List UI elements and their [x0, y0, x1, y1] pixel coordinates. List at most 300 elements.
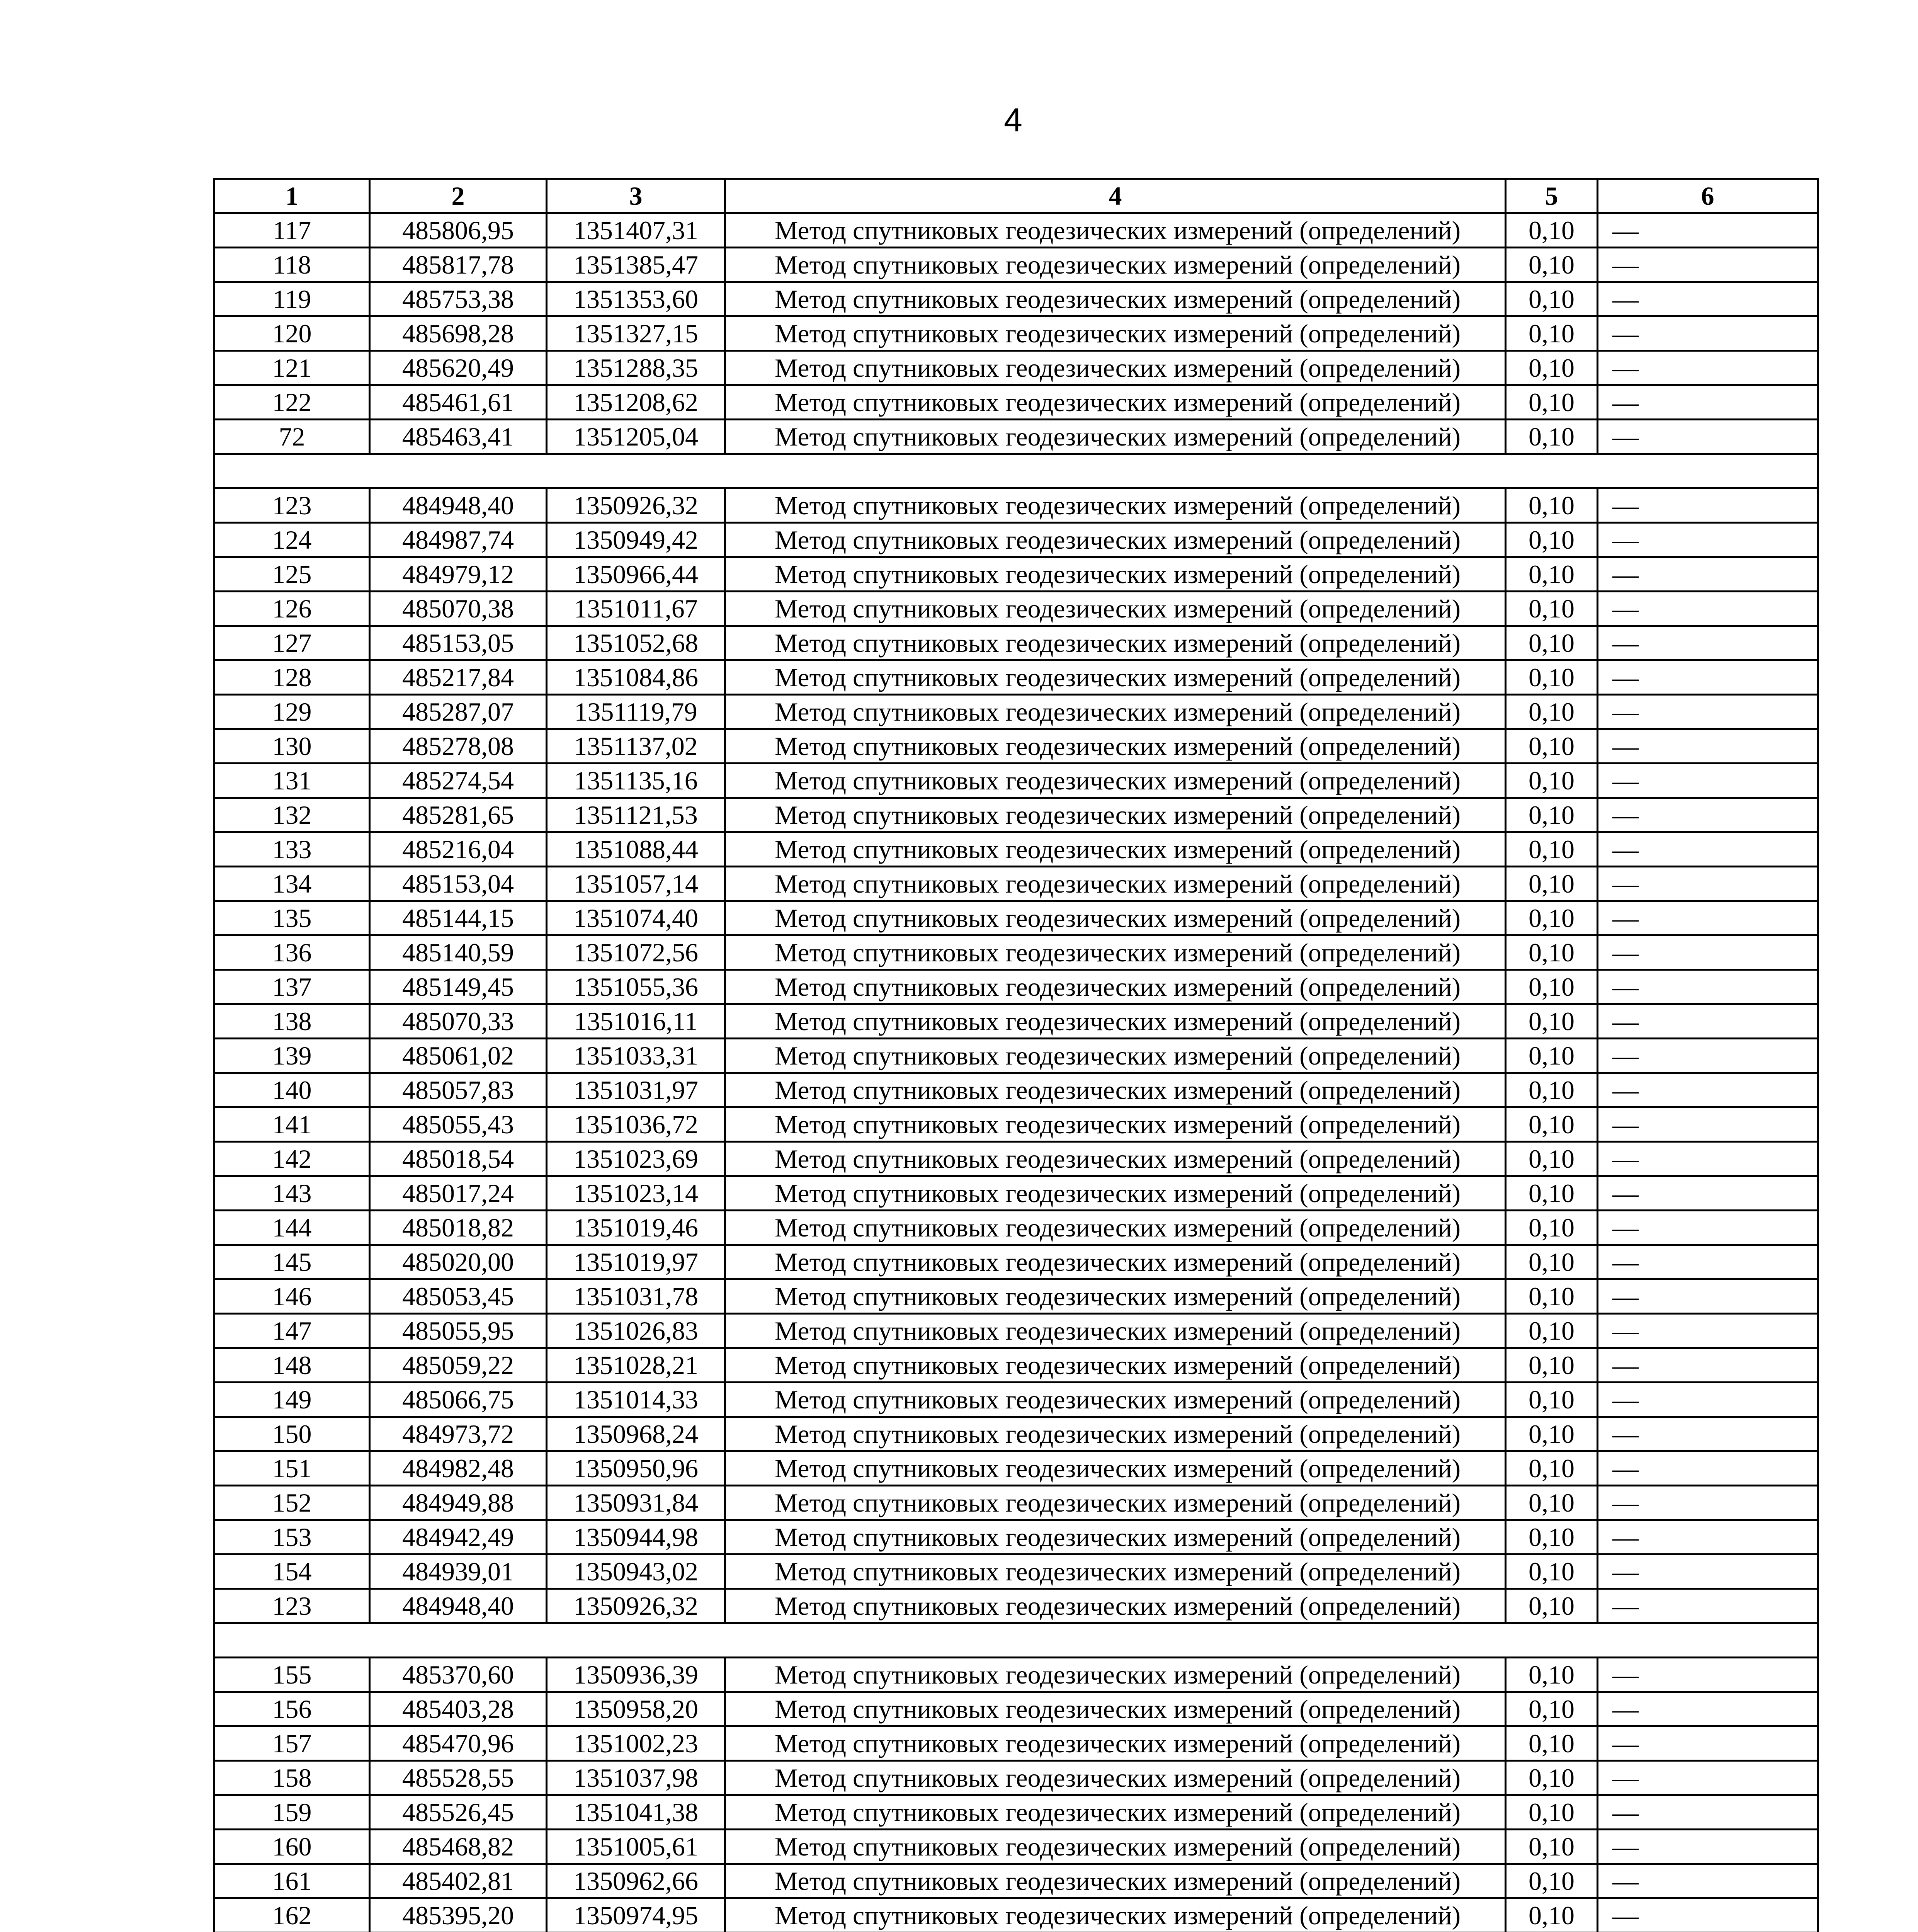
point-number: 161	[214, 1864, 370, 1898]
point-number: 137	[214, 970, 370, 1004]
coord-x: 485526,45	[370, 1795, 547, 1830]
coord-y: 1350966,44	[547, 557, 725, 592]
point-number: 141	[214, 1107, 370, 1142]
point-number: 143	[214, 1176, 370, 1211]
method: Метод спутниковых геодезических измерений (определений)	[725, 901, 1506, 935]
description: —	[1598, 832, 1818, 867]
method: Метод спутниковых геодезических измерений (определений)	[725, 282, 1506, 316]
mean-error: 0,10	[1506, 1486, 1598, 1520]
table-row	[214, 695, 1818, 729]
coord-x: 485698,28	[370, 316, 547, 351]
description: —	[1598, 592, 1818, 626]
description: —	[1598, 1898, 1818, 1932]
mean-error: 0,10	[1506, 1520, 1598, 1554]
method: Метод спутниковых геодезических измерений (определений)	[725, 351, 1506, 385]
point-number: 146	[214, 1279, 370, 1314]
mean-error: 0,10	[1506, 282, 1598, 316]
description: —	[1598, 1486, 1818, 1520]
method: Метод спутниковых геодезических измерений (определений)	[725, 592, 1506, 626]
description: —	[1598, 1004, 1818, 1039]
table-row	[214, 764, 1818, 798]
coord-x: 485470,96	[370, 1726, 547, 1761]
coord-x: 484973,72	[370, 1417, 547, 1451]
description: —	[1598, 1554, 1818, 1589]
table-row	[214, 1417, 1818, 1451]
table-row	[214, 1589, 1818, 1623]
method: Метод спутниковых геодезических измерений (определений)	[725, 213, 1506, 248]
mean-error: 0,10	[1506, 1073, 1598, 1107]
coord-y: 1351288,35	[547, 351, 725, 385]
description: —	[1598, 1692, 1818, 1726]
table-row	[214, 248, 1818, 282]
mean-error: 0,10	[1506, 1142, 1598, 1176]
coord-x: 485061,02	[370, 1039, 547, 1073]
mean-error: 0,10	[1506, 970, 1598, 1004]
coord-x: 485140,59	[370, 935, 547, 970]
table-row	[214, 1245, 1818, 1279]
point-number: 133	[214, 832, 370, 867]
coord-x: 484982,48	[370, 1451, 547, 1486]
point-number: 149	[214, 1383, 370, 1417]
table-row	[214, 1486, 1818, 1520]
coord-y: 1351036,72	[547, 1107, 725, 1142]
coord-x: 485149,45	[370, 970, 547, 1004]
description: —	[1598, 867, 1818, 901]
coord-y: 1351028,21	[547, 1348, 725, 1383]
description: —	[1598, 1176, 1818, 1211]
description: —	[1598, 1864, 1818, 1898]
coord-y: 1350968,24	[547, 1417, 725, 1451]
table-row	[214, 935, 1818, 970]
method: Метод спутниковых геодезических измерений (определений)	[725, 1176, 1506, 1211]
coord-x: 485395,20	[370, 1898, 547, 1932]
method: Метод спутниковых геодезических измерений (определений)	[725, 1589, 1506, 1623]
coord-y: 1350949,42	[547, 523, 725, 557]
point-number: 126	[214, 592, 370, 626]
coord-x: 485806,95	[370, 213, 547, 248]
mean-error: 0,10	[1506, 935, 1598, 970]
header-col-2: 2	[370, 179, 547, 213]
table-row	[214, 626, 1818, 660]
coord-x: 484939,01	[370, 1554, 547, 1589]
table-row	[214, 557, 1818, 592]
method: Метод спутниковых геодезических измерений (определений)	[725, 1417, 1506, 1451]
coord-x: 485463,41	[370, 420, 547, 454]
coord-x: 484987,74	[370, 523, 547, 557]
table-row	[214, 1176, 1818, 1211]
point-number: 153	[214, 1520, 370, 1554]
description: —	[1598, 1279, 1818, 1314]
method: Метод спутниковых геодезических измерений (определений)	[725, 523, 1506, 557]
coord-y: 1350936,39	[547, 1658, 725, 1692]
point-number: 132	[214, 798, 370, 832]
coord-x: 485153,05	[370, 626, 547, 660]
mean-error: 0,10	[1506, 660, 1598, 695]
coord-x: 485620,49	[370, 351, 547, 385]
table-row	[214, 1314, 1818, 1348]
coord-y: 1351084,86	[547, 660, 725, 695]
coord-y: 1351208,62	[547, 385, 725, 420]
point-number: 139	[214, 1039, 370, 1073]
description: —	[1598, 1451, 1818, 1486]
coord-y: 1351407,31	[547, 213, 725, 248]
description: —	[1598, 660, 1818, 695]
description: —	[1598, 1383, 1818, 1417]
coord-y: 1351088,44	[547, 832, 725, 867]
coord-y: 1350944,98	[547, 1520, 725, 1554]
method: Метод спутниковых геодезических измерений (определений)	[725, 1795, 1506, 1830]
description: —	[1598, 420, 1818, 454]
coord-x: 485070,33	[370, 1004, 547, 1039]
table-row	[214, 1830, 1818, 1864]
coord-x: 484979,12	[370, 557, 547, 592]
description: —	[1598, 316, 1818, 351]
coord-x: 484949,88	[370, 1486, 547, 1520]
coord-x: 485053,45	[370, 1279, 547, 1314]
coord-x: 485403,28	[370, 1692, 547, 1726]
mean-error: 0,10	[1506, 1004, 1598, 1039]
point-number: 136	[214, 935, 370, 970]
table-row	[214, 213, 1818, 248]
point-number: 121	[214, 351, 370, 385]
table-row	[214, 282, 1818, 316]
coord-y: 1351135,16	[547, 764, 725, 798]
mean-error: 0,10	[1506, 867, 1598, 901]
coord-x: 485066,75	[370, 1383, 547, 1417]
table-row	[214, 1658, 1818, 1692]
description: —	[1598, 1726, 1818, 1761]
method: Метод спутниковых геодезических измерений (определений)	[725, 1898, 1506, 1932]
table-row	[214, 523, 1818, 557]
coord-x: 484942,49	[370, 1520, 547, 1554]
table-row	[214, 729, 1818, 764]
mean-error: 0,10	[1506, 901, 1598, 935]
mean-error: 0,10	[1506, 729, 1598, 764]
point-number: 127	[214, 626, 370, 660]
mean-error: 0,10	[1506, 1314, 1598, 1348]
mean-error: 0,10	[1506, 1692, 1598, 1726]
method: Метод спутниковых геодезических измерений (определений)	[725, 798, 1506, 832]
description: —	[1598, 523, 1818, 557]
coord-y: 1350962,66	[547, 1864, 725, 1898]
method: Метод спутниковых геодезических измерений (определений)	[725, 1348, 1506, 1383]
table-row	[214, 385, 1818, 420]
mean-error: 0,10	[1506, 1383, 1598, 1417]
mean-error: 0,10	[1506, 557, 1598, 592]
table-row	[214, 488, 1818, 523]
method: Метод спутниковых геодезических измерений (определений)	[725, 248, 1506, 282]
coord-x: 485153,04	[370, 867, 547, 901]
coordinates-table	[213, 178, 1819, 1932]
method: Метод спутниковых геодезических измерений (определений)	[725, 316, 1506, 351]
point-number: 156	[214, 1692, 370, 1726]
point-number: 120	[214, 316, 370, 351]
mean-error: 0,10	[1506, 1761, 1598, 1795]
point-number: 150	[214, 1417, 370, 1451]
coord-y: 1351016,11	[547, 1004, 725, 1039]
table-row	[214, 1520, 1818, 1554]
coord-y: 1351005,61	[547, 1830, 725, 1864]
coordinates-table-body	[214, 213, 1818, 1932]
description: —	[1598, 1314, 1818, 1348]
mean-error: 0,10	[1506, 1245, 1598, 1279]
method: Метод спутниковых геодезических измерений (определений)	[725, 1383, 1506, 1417]
table-row	[214, 1795, 1818, 1830]
table-row	[214, 1383, 1818, 1417]
coord-y: 1351033,31	[547, 1039, 725, 1073]
description: —	[1598, 282, 1818, 316]
mean-error: 0,10	[1506, 523, 1598, 557]
coord-x: 485370,60	[370, 1658, 547, 1692]
table-row	[214, 1348, 1818, 1383]
mean-error: 0,10	[1506, 1211, 1598, 1245]
page-number: 4	[1004, 102, 1022, 139]
point-number: 122	[214, 385, 370, 420]
method: Метод спутниковых геодезических измерений (определений)	[725, 1314, 1506, 1348]
method: Метод спутниковых геодезических измерений (определений)	[725, 488, 1506, 523]
coord-x: 485018,82	[370, 1211, 547, 1245]
header-col-5: 5	[1506, 179, 1598, 213]
mean-error: 0,10	[1506, 1279, 1598, 1314]
mean-error: 0,10	[1506, 1554, 1598, 1589]
coord-y: 1351353,60	[547, 282, 725, 316]
point-number: 154	[214, 1554, 370, 1589]
table-row	[214, 832, 1818, 867]
coord-y: 1351385,47	[547, 248, 725, 282]
point-number: 152	[214, 1486, 370, 1520]
mean-error: 0,10	[1506, 1726, 1598, 1761]
coord-y: 1351041,38	[547, 1795, 725, 1830]
point-number: 118	[214, 248, 370, 282]
method: Метод спутниковых геодезических измерений (определений)	[725, 970, 1506, 1004]
description: —	[1598, 970, 1818, 1004]
coord-y: 1351011,67	[547, 592, 725, 626]
coord-x: 485018,54	[370, 1142, 547, 1176]
description: —	[1598, 626, 1818, 660]
point-number: 158	[214, 1761, 370, 1795]
point-number: 155	[214, 1658, 370, 1692]
table-row	[214, 1692, 1818, 1726]
coord-y: 1350950,96	[547, 1451, 725, 1486]
mean-error: 0,10	[1506, 798, 1598, 832]
table-row	[214, 1107, 1818, 1142]
method: Метод спутниковых геодезических измерений (определений)	[725, 660, 1506, 695]
point-number: 128	[214, 660, 370, 695]
coord-x: 485017,24	[370, 1176, 547, 1211]
method: Метод спутниковых геодезических измерений (определений)	[725, 1073, 1506, 1107]
method: Метод спутниковых геодезических измерений (определений)	[725, 1658, 1506, 1692]
description: —	[1598, 1348, 1818, 1383]
method: Метод спутниковых геодезических измерений (определений)	[725, 1004, 1506, 1039]
method: Метод спутниковых геодезических измерений (определений)	[725, 935, 1506, 970]
method: Метод спутниковых геодезических измерений (определений)	[725, 626, 1506, 660]
table-row	[214, 316, 1818, 351]
description: —	[1598, 729, 1818, 764]
coord-x: 485217,84	[370, 660, 547, 695]
point-number: 159	[214, 1795, 370, 1830]
mean-error: 0,10	[1506, 1864, 1598, 1898]
coord-y: 1350958,20	[547, 1692, 725, 1726]
description: —	[1598, 385, 1818, 420]
point-number: 140	[214, 1073, 370, 1107]
point-number: 160	[214, 1830, 370, 1864]
mean-error: 0,10	[1506, 351, 1598, 385]
table-row	[214, 867, 1818, 901]
method: Метод спутниковых геодезических измерений (определений)	[725, 1692, 1506, 1726]
point-number: 162	[214, 1898, 370, 1932]
table-row	[214, 1864, 1818, 1898]
coord-y: 1351055,36	[547, 970, 725, 1004]
method: Метод спутниковых геодезических измерений (определений)	[725, 1211, 1506, 1245]
point-number: 148	[214, 1348, 370, 1383]
coord-x: 485528,55	[370, 1761, 547, 1795]
description: —	[1598, 798, 1818, 832]
mean-error: 0,10	[1506, 695, 1598, 729]
description: —	[1598, 1245, 1818, 1279]
method: Метод спутниковых геодезических измерений (определений)	[725, 557, 1506, 592]
coord-x: 485057,83	[370, 1073, 547, 1107]
mean-error: 0,10	[1506, 1795, 1598, 1830]
mean-error: 0,10	[1506, 626, 1598, 660]
header-col-3: 3	[547, 179, 725, 213]
point-number: 135	[214, 901, 370, 935]
coord-y: 1350943,02	[547, 1554, 725, 1589]
mean-error: 0,10	[1506, 1451, 1598, 1486]
group-separator-cell	[214, 1623, 1818, 1658]
method: Метод спутниковых геодезических измерений (определений)	[725, 867, 1506, 901]
coord-y: 1351026,83	[547, 1314, 725, 1348]
point-number: 72	[214, 420, 370, 454]
mean-error: 0,10	[1506, 488, 1598, 523]
coord-y: 1351019,46	[547, 1211, 725, 1245]
table-row	[214, 1451, 1818, 1486]
method: Метод спутниковых геодезических измерений (определений)	[725, 420, 1506, 454]
method: Метод спутниковых геодезических измерений (определений)	[725, 1520, 1506, 1554]
method: Метод спутниковых геодезических измерений (определений)	[725, 1279, 1506, 1314]
coord-x: 485402,81	[370, 1864, 547, 1898]
point-number: 157	[214, 1726, 370, 1761]
description: —	[1598, 1417, 1818, 1451]
table-row	[214, 1554, 1818, 1589]
table-row	[214, 420, 1818, 454]
mean-error: 0,10	[1506, 1107, 1598, 1142]
mean-error: 0,10	[1506, 316, 1598, 351]
method: Метод спутниковых геодезических измерений (определений)	[725, 1726, 1506, 1761]
table-row	[214, 1898, 1818, 1932]
description: —	[1598, 764, 1818, 798]
coord-x: 484948,40	[370, 1589, 547, 1623]
table-row	[214, 351, 1818, 385]
coord-x: 485281,65	[370, 798, 547, 832]
description: —	[1598, 1658, 1818, 1692]
method: Метод спутниковых геодезических измерений (определений)	[725, 1451, 1506, 1486]
method: Метод спутниковых геодезических измерений (определений)	[725, 1761, 1506, 1795]
point-number: 142	[214, 1142, 370, 1176]
mean-error: 0,10	[1506, 832, 1598, 867]
description: —	[1598, 488, 1818, 523]
point-number: 134	[214, 867, 370, 901]
table-row	[214, 970, 1818, 1004]
mean-error: 0,10	[1506, 385, 1598, 420]
table-row	[214, 1004, 1818, 1039]
point-number: 124	[214, 523, 370, 557]
description: —	[1598, 557, 1818, 592]
mean-error: 0,10	[1506, 248, 1598, 282]
table-row	[214, 798, 1818, 832]
table-row	[214, 1279, 1818, 1314]
table-row	[214, 1039, 1818, 1073]
method: Метод спутниковых геодезических измерений (определений)	[725, 1039, 1506, 1073]
method: Метод спутниковых геодезических измерений (определений)	[725, 385, 1506, 420]
coord-y: 1351121,53	[547, 798, 725, 832]
description: —	[1598, 1073, 1818, 1107]
header-col-1: 1	[214, 179, 370, 213]
table-row	[214, 1211, 1818, 1245]
coord-x: 485753,38	[370, 282, 547, 316]
mean-error: 0,10	[1506, 1898, 1598, 1932]
description: —	[1598, 1795, 1818, 1830]
coord-y: 1351074,40	[547, 901, 725, 935]
method: Метод спутниковых геодезических измерений (определений)	[725, 729, 1506, 764]
coord-x: 485461,61	[370, 385, 547, 420]
point-number: 123	[214, 1589, 370, 1623]
description: —	[1598, 351, 1818, 385]
coord-y: 1350926,32	[547, 488, 725, 523]
method: Метод спутниковых геодезических измерений (определений)	[725, 1142, 1506, 1176]
coord-x: 485070,38	[370, 592, 547, 626]
mean-error: 0,10	[1506, 1348, 1598, 1383]
group-separator	[214, 1623, 1818, 1658]
mean-error: 0,10	[1506, 1417, 1598, 1451]
mean-error: 0,10	[1506, 420, 1598, 454]
coord-y: 1351002,23	[547, 1726, 725, 1761]
method: Метод спутниковых геодезических измерений (определений)	[725, 832, 1506, 867]
table-row	[214, 1761, 1818, 1795]
mean-error: 0,10	[1506, 1658, 1598, 1692]
coord-x: 485274,54	[370, 764, 547, 798]
point-number: 144	[214, 1211, 370, 1245]
point-number: 147	[214, 1314, 370, 1348]
point-number: 119	[214, 282, 370, 316]
table-row	[214, 592, 1818, 626]
point-number: 123	[214, 488, 370, 523]
group-separator-cell	[214, 454, 1818, 488]
description: —	[1598, 935, 1818, 970]
method: Метод спутниковых геодезических измерений (определений)	[725, 1864, 1506, 1898]
description: —	[1598, 1107, 1818, 1142]
coord-y: 1351023,69	[547, 1142, 725, 1176]
coord-x: 485055,95	[370, 1314, 547, 1348]
column-number-header-row	[214, 179, 1818, 213]
method: Метод спутниковых геодезических измерений (определений)	[725, 695, 1506, 729]
point-number: 138	[214, 1004, 370, 1039]
point-number: 131	[214, 764, 370, 798]
point-number: 151	[214, 1451, 370, 1486]
coord-y: 1351019,97	[547, 1245, 725, 1279]
coord-x: 484948,40	[370, 488, 547, 523]
table-row	[214, 660, 1818, 695]
coord-y: 1351037,98	[547, 1761, 725, 1795]
coord-y: 1351023,14	[547, 1176, 725, 1211]
mean-error: 0,10	[1506, 592, 1598, 626]
coord-x: 485216,04	[370, 832, 547, 867]
point-number: 125	[214, 557, 370, 592]
mean-error: 0,10	[1506, 1176, 1598, 1211]
coord-x: 485468,82	[370, 1830, 547, 1864]
mean-error: 0,10	[1506, 1039, 1598, 1073]
coord-y: 1351072,56	[547, 935, 725, 970]
coord-x: 485055,43	[370, 1107, 547, 1142]
